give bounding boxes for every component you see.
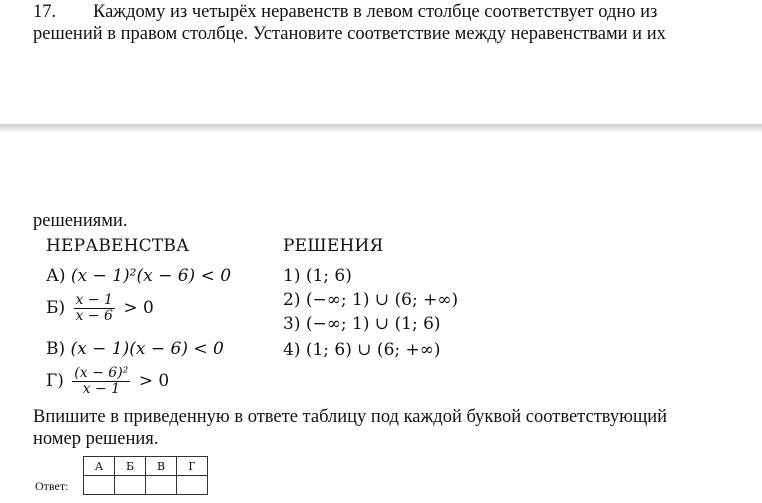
- inequality-b-rhs: > 0: [123, 298, 154, 318]
- answer-cell-b[interactable]: [115, 476, 146, 495]
- answer-cell-a[interactable]: [84, 476, 115, 495]
- solution-3: 3) (−∞; 1) ∪ (1; 6): [283, 314, 441, 334]
- answer-label: Ответ:: [35, 479, 69, 493]
- inequality-d-fraction: [72, 366, 130, 397]
- inequality-b: [46, 293, 154, 324]
- solution-4: 4) (1; 6) ∪ (6; +∞): [283, 340, 441, 360]
- answer-table: [83, 456, 208, 495]
- inequalities-header: НЕРАВЕНСТВА: [46, 236, 190, 256]
- inequality-b-numerator: x − 1: [75, 292, 113, 308]
- inequality-a: [46, 266, 231, 286]
- task-line-3: решениями.: [33, 211, 128, 231]
- inequality-d-label: Г): [46, 371, 64, 391]
- solution-2: 2) (−∞; 1) ∪ (6; +∞): [283, 290, 459, 310]
- inequality-d-rhs: > 0: [138, 371, 170, 391]
- task-number: 17.: [33, 2, 57, 22]
- answer-cell-c[interactable]: [146, 476, 177, 495]
- answer-letter-a: А: [84, 457, 115, 476]
- instruction-line-1: Впишите в приведенную в ответе таблицу под каждой буквой соответствующий: [33, 407, 668, 427]
- answer-cell-d[interactable]: [177, 476, 208, 495]
- inequality-b-fraction: [74, 293, 115, 324]
- inequality-b-denominator: x − 6: [75, 308, 113, 324]
- answer-header-row: [84, 457, 208, 476]
- inequality-d: [46, 366, 169, 397]
- inequality-a-label: А): [46, 266, 66, 286]
- answer-letter-c: В: [146, 457, 177, 476]
- inequality-b-label: Б): [46, 298, 66, 318]
- inequality-a-expr: (x − 1)²(x − 6) < 0: [70, 266, 232, 286]
- inequality-c-expr: (x − 1)(x − 6) < 0: [70, 339, 224, 359]
- instruction-line-2: номер решения.: [33, 429, 159, 449]
- page-gap-divider: [0, 124, 762, 132]
- task-line-1: [33, 2, 657, 23]
- solution-1: 1) (1; 6): [283, 266, 352, 286]
- answer-letter-d: Г: [177, 457, 208, 476]
- inequality-c-label: В): [46, 339, 66, 359]
- inequality-c: [46, 339, 224, 359]
- answer-letter-b: Б: [115, 457, 146, 476]
- solutions-header: РЕШЕНИЯ: [283, 236, 384, 256]
- task-text-1: Каждому из четырёх неравенств в левом столбце соответствует одно из: [93, 2, 658, 22]
- inequality-d-denominator: x − 1: [82, 381, 120, 397]
- answer-input-row: [84, 476, 208, 495]
- task-line-2: решений в правом столбце. Установите соответствие между неравенствами и их: [33, 24, 666, 44]
- inequality-d-numerator: (x − 6)²: [74, 365, 129, 381]
